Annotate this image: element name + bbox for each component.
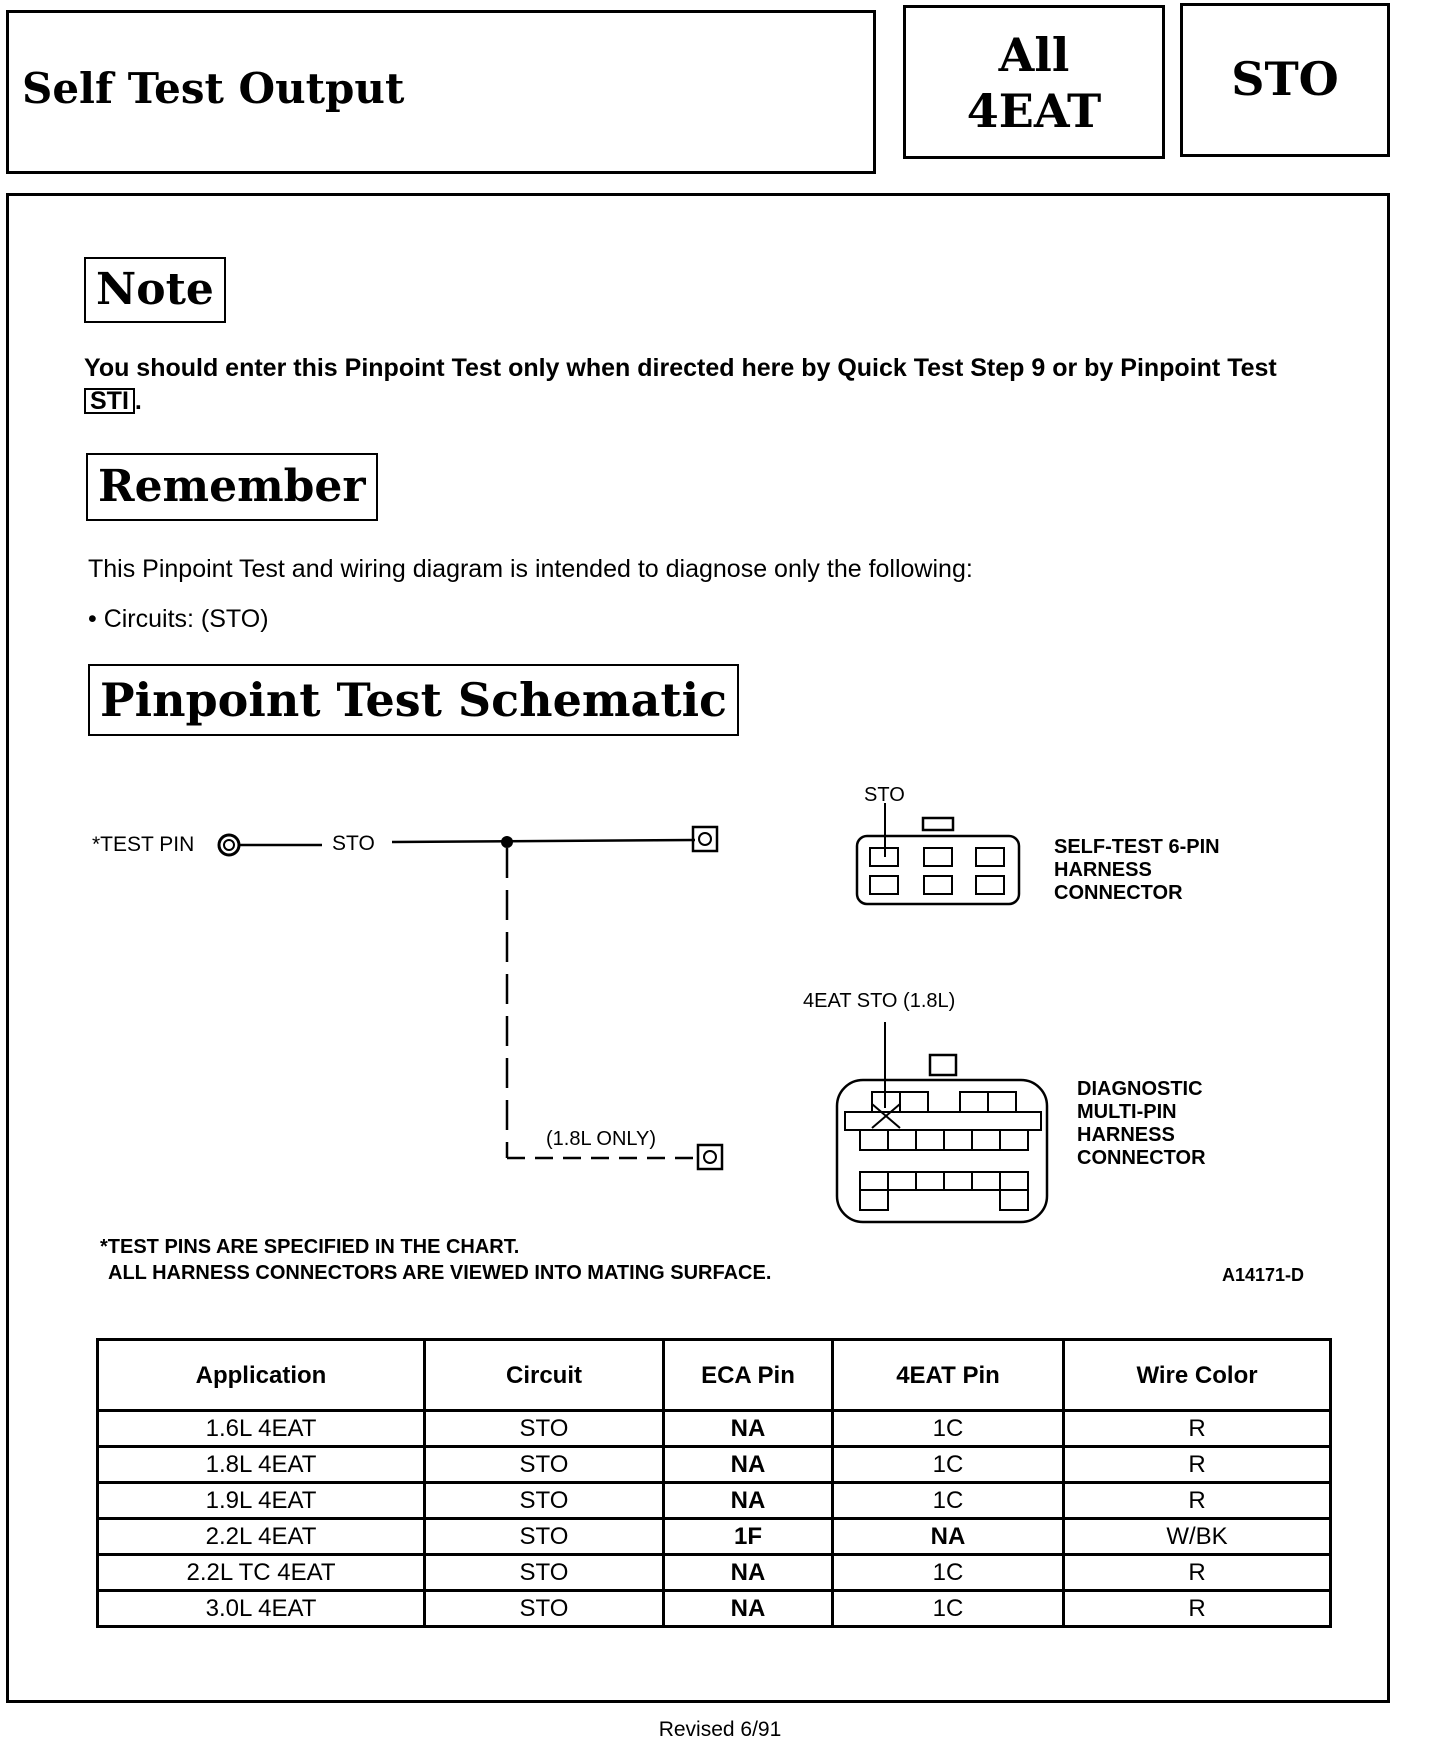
connector1-pin-label: STO — [864, 784, 905, 806]
diagnostic-multi-pin-connector-icon — [837, 1022, 1047, 1222]
connector2-name — [1077, 1078, 1206, 1170]
note-text-a: You should enter this Pinpoint Test only when directed here by Quick Test Step 9 or by Pinpoint Test — [84, 354, 1277, 382]
connector2-name-line2: MULTI-PIN — [1077, 1101, 1177, 1123]
figure-id: A14171-D — [1222, 1265, 1305, 1285]
cell-application: 2.2L 4EAT — [98, 1519, 425, 1555]
table-row — [98, 1555, 1331, 1591]
cell-4eat-pin: 1C — [833, 1411, 1064, 1447]
cell-wire-color: R — [1064, 1447, 1331, 1483]
connector1-name-line2: HARNESS — [1054, 859, 1152, 881]
cell-4eat-pin: 1C — [833, 1591, 1064, 1627]
remember-bullet-text: Circuits: (STO) — [103, 605, 269, 633]
col-header-eca-pin: ECA Pin — [664, 1340, 833, 1411]
cell-wire-color: R — [1064, 1591, 1331, 1627]
cell-wire-color: W/BK — [1064, 1519, 1331, 1555]
cell-wire-color: R — [1064, 1483, 1331, 1519]
connector1-name-line3: CONNECTOR — [1054, 882, 1183, 904]
revision-footer: Revised 6/91 — [658, 1718, 782, 1741]
col-header-wire-color: Wire Color — [1064, 1340, 1331, 1411]
cell-circuit: STO — [425, 1519, 664, 1555]
bullet-dot: • — [88, 605, 104, 633]
connector2-name-line3: HARNESS — [1077, 1124, 1175, 1146]
cell-eca-pin: NA — [664, 1555, 833, 1591]
col-header-circuit: Circuit — [425, 1340, 664, 1411]
cell-circuit: STO — [425, 1591, 664, 1627]
splice-dot — [501, 836, 513, 848]
connector-terminal-2-icon — [698, 1145, 722, 1169]
note-text-b: . — [134, 387, 142, 415]
table-row — [98, 1591, 1331, 1627]
table-row — [98, 1483, 1331, 1519]
table-row — [98, 1411, 1331, 1447]
page-title: Self Test Output — [22, 64, 405, 113]
connector2-pin-label: 4EAT STO (1.8L) — [803, 990, 956, 1012]
cell-application: 3.0L 4EAT — [98, 1591, 425, 1627]
cell-4eat-pin: NA — [833, 1519, 1064, 1555]
test-pin-chart — [96, 1338, 1332, 1628]
cell-circuit: STO — [425, 1483, 664, 1519]
table-row — [98, 1447, 1331, 1483]
connector1-name — [1054, 836, 1220, 905]
cell-application: 1.6L 4EAT — [98, 1411, 425, 1447]
scope-line-1: All — [998, 28, 1070, 82]
cell-circuit: STO — [425, 1411, 664, 1447]
cell-4eat-pin: 1C — [833, 1483, 1064, 1519]
remember-intro: This Pinpoint Test and wiring diagram is intended to diagnose only the following: — [88, 555, 973, 583]
col-header-4eat-pin: 4EAT Pin — [833, 1340, 1064, 1411]
cell-eca-pin: NA — [664, 1483, 833, 1519]
table-header-row — [98, 1340, 1331, 1411]
pinpoint-ref-sti[interactable]: STI — [84, 388, 135, 414]
footnote-line-2: ALL HARNESS CONNECTORS ARE VIEWED INTO MATING SURFACE. — [108, 1262, 772, 1284]
cell-4eat-pin: 1C — [833, 1447, 1064, 1483]
cell-application: 2.2L TC 4EAT — [98, 1555, 425, 1591]
test-pin-label: *TEST PIN — [92, 833, 195, 856]
note-heading: Note — [84, 257, 226, 323]
cell-eca-pin: NA — [664, 1411, 833, 1447]
remember-heading: Remember — [86, 453, 378, 521]
table-row — [98, 1519, 1331, 1555]
cell-application: 1.9L 4EAT — [98, 1483, 425, 1519]
cell-circuit: STO — [425, 1555, 664, 1591]
connector2-name-line1: DIAGNOSTIC — [1077, 1078, 1203, 1100]
cell-eca-pin: NA — [664, 1591, 833, 1627]
cell-eca-pin: NA — [664, 1447, 833, 1483]
cell-wire-color: R — [1064, 1411, 1331, 1447]
connector1-name-line1: SELF-TEST 6-PIN — [1054, 836, 1220, 858]
self-test-6-pin-connector-icon — [857, 803, 1019, 904]
cell-4eat-pin: 1C — [833, 1555, 1064, 1591]
col-header-application: Application — [98, 1340, 425, 1411]
cell-application: 1.8L 4EAT — [98, 1447, 425, 1483]
cell-wire-color: R — [1064, 1555, 1331, 1591]
connector-terminal-1-icon — [693, 827, 717, 851]
sto-wire-label: STO — [332, 832, 375, 855]
footnote-line-1: *TEST PINS ARE SPECIFIED IN THE CHART. — [100, 1236, 520, 1258]
cell-eca-pin: 1F — [664, 1519, 833, 1555]
test-pin-icon — [219, 835, 239, 855]
cell-circuit: STO — [425, 1447, 664, 1483]
schematic-heading: Pinpoint Test Schematic — [88, 664, 739, 736]
wire-sto-main — [392, 840, 695, 842]
scope-line-2: 4EAT — [966, 84, 1102, 138]
only-18l-label: (1.8L ONLY) — [546, 1128, 657, 1150]
connector2-name-line4: CONNECTOR — [1077, 1147, 1206, 1169]
test-code: STO — [1231, 52, 1339, 106]
